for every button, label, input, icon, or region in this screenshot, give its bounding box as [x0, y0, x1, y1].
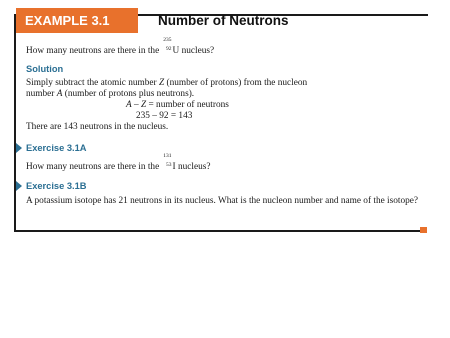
element-symbol: U — [172, 46, 180, 56]
exercise-a-after: nucleus? — [175, 162, 211, 172]
solution-line-1 — [26, 78, 307, 89]
frame-left-rule — [14, 14, 16, 232]
example-label: EXAMPLE 3.1 — [16, 8, 138, 33]
question-text — [26, 37, 215, 57]
atomic-number: 92 — [166, 46, 172, 52]
question-after: nucleus? — [179, 46, 215, 56]
solution-line-2-a: number — [26, 89, 57, 99]
exercise-a-atomic-number: 53 — [166, 162, 172, 168]
solution-line-1-b: (number of protons) from the nucleon — [164, 78, 308, 88]
question-before: How many neutrons are there in the — [26, 46, 160, 56]
eq-symbol-z: Z — [140, 100, 147, 110]
exercise-b-text: A potassium isotope has 21 neutrons in its nucleus. What is the nucleon number and name of the isotope? — [26, 196, 419, 206]
symbol-z: Z — [158, 78, 165, 88]
eq-symbol-a: A — [126, 100, 132, 110]
exercise-a-mass-number: 131 — [163, 153, 172, 159]
exercise-a-heading: Exercise 3.1A — [26, 143, 87, 153]
solution-line-2 — [26, 89, 194, 100]
solution-line-2-b: (number of protons plus neutrons). — [62, 89, 195, 99]
exercise-a-before: How many neutrons are there in the — [26, 162, 160, 172]
mass-number: 235 — [163, 37, 172, 43]
symbol-a: A — [56, 89, 63, 99]
exercise-b-heading: Exercise 3.1B — [26, 181, 87, 191]
nuclide-uranium — [162, 37, 173, 53]
nuclide-iodine — [162, 153, 173, 169]
exercise-a-text — [26, 153, 211, 173]
exercise-a-symbol: I — [172, 162, 176, 172]
exercise-b-arrow-icon — [16, 181, 22, 191]
solution-line-1-a: Simply subtract the atomic number — [26, 78, 159, 88]
example-title: Number of Neutrons — [158, 13, 289, 28]
eq-rest: = number of neutrons — [146, 100, 229, 110]
exercise-a-arrow-icon — [16, 143, 22, 153]
equation-numeric: 235 – 92 = 143 — [136, 111, 193, 121]
solution-conclusion: There are 143 neutrons in the nucleus. — [26, 122, 169, 132]
eq-minus: – — [131, 100, 141, 110]
equation-general — [126, 100, 229, 110]
solution-heading: Solution — [26, 64, 64, 74]
frame-bottom-rule — [14, 230, 422, 232]
corner-marker — [420, 227, 427, 233]
